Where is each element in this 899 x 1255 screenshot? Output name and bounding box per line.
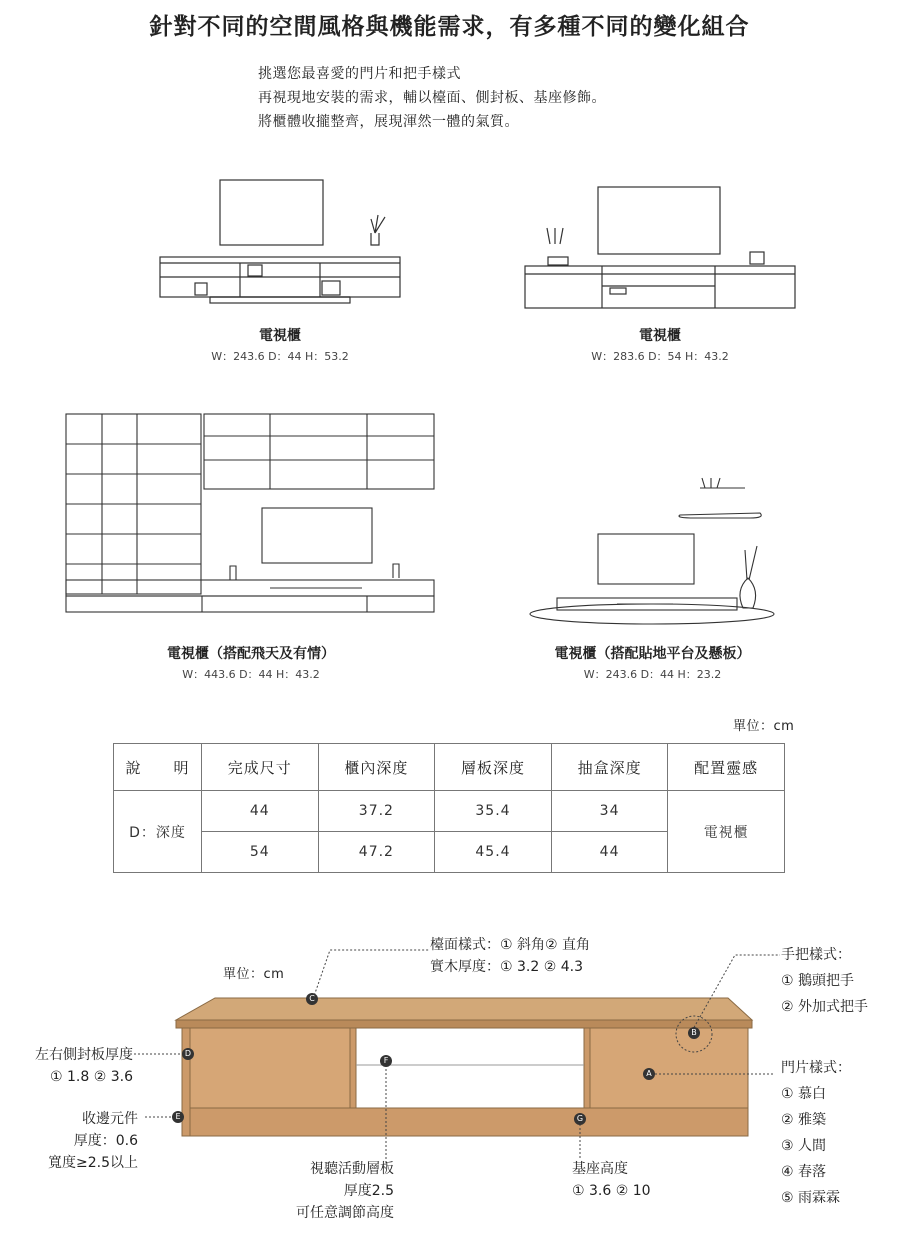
diagram-unit-label: 單位：cm xyxy=(223,967,285,982)
variant-caption-4 xyxy=(525,643,780,682)
page-title: 針對不同的空間風格與機能需求，有多種不同的變化組合 xyxy=(149,14,750,40)
variant-dims: W：443.6 D：44 H：43.2 xyxy=(182,668,320,681)
note-line: ① 3.6 ② 10 xyxy=(572,1183,651,1199)
inspiration-cell: 電視櫃 xyxy=(668,791,785,873)
tv-cabinet-illustration-3 xyxy=(62,410,440,620)
note-line: 厚度2.5 xyxy=(343,1183,394,1199)
variant-name: 電視櫃（搭配貼地平台及懸板） xyxy=(554,646,751,662)
variant-caption-2 xyxy=(520,325,800,364)
door-option: ④ 春落 xyxy=(781,1164,827,1180)
note-line: 實木厚度：① 3.2 ② 4.3 xyxy=(430,959,583,975)
table-cell: 47.2 xyxy=(318,832,435,873)
shelf-note xyxy=(270,1158,394,1224)
edge-trim-note xyxy=(8,1108,138,1174)
marker-c: C xyxy=(306,993,318,1005)
marker-f: F xyxy=(380,1055,392,1067)
table-cell: 35.4 xyxy=(435,791,552,832)
note-line: 厚度：0.6 xyxy=(73,1133,138,1149)
table-cell: 54 xyxy=(202,832,319,873)
marker-e: E xyxy=(172,1111,184,1123)
door-title: 門片樣式： xyxy=(781,1060,851,1076)
tv-cabinet-illustration-2 xyxy=(520,182,800,312)
handle-title: 手把樣式： xyxy=(781,947,851,963)
variant-dims: W：243.6 D：44 H：23.2 xyxy=(583,668,722,681)
table-row xyxy=(114,791,785,832)
intro-line: 將櫃體收攏整齊，展現渾然一體的氣質。 xyxy=(258,114,519,130)
note-line: ① 1.8 ② 3.6 xyxy=(50,1069,133,1085)
door-option: ① 慕白 xyxy=(781,1086,827,1102)
door-option: ⑤ 雨霖霖 xyxy=(781,1190,841,1206)
countertop-note xyxy=(430,934,590,978)
intro-line: 挑選您最喜愛的門片和把手樣式 xyxy=(258,66,461,82)
variant-name: 電視櫃 xyxy=(259,328,301,344)
tv-cabinet-illustration-4 xyxy=(525,468,780,628)
note-line: 基座高度 xyxy=(572,1161,628,1177)
variant-dims: W：243.6 D：44 H：53.2 xyxy=(211,350,349,363)
variant-name: 電視櫃（搭配飛天及有情） xyxy=(167,646,335,662)
table-cell: 44 xyxy=(202,791,319,832)
marker-d: D xyxy=(182,1048,194,1060)
note-line: 視聽活動層板 xyxy=(310,1161,394,1177)
table-header-row xyxy=(114,744,785,791)
table-cell: 37.2 xyxy=(318,791,435,832)
marker-g: G xyxy=(574,1113,586,1125)
handle-option: ② 外加式把手 xyxy=(781,999,869,1015)
spec-table xyxy=(113,743,785,873)
intro-text xyxy=(258,62,606,134)
variant-caption-3 xyxy=(62,643,440,682)
tv-cabinet-illustration-1 xyxy=(150,175,410,320)
col-header: 層板深度 xyxy=(435,744,552,791)
handle-option: ① 鵝頭把手 xyxy=(781,973,855,989)
col-header: 櫃內深度 xyxy=(318,744,435,791)
table-cell: 44 xyxy=(551,832,668,873)
door-options xyxy=(781,1055,851,1211)
handle-options xyxy=(781,942,868,1020)
side-panel-note xyxy=(8,1044,133,1088)
marker-a: A xyxy=(643,1068,655,1080)
col-header: 抽盒深度 xyxy=(551,744,668,791)
marker-b: B xyxy=(688,1027,700,1039)
base-height-note xyxy=(572,1158,651,1202)
col-header: 完成尺寸 xyxy=(202,744,319,791)
row-label: D：深度 xyxy=(114,791,202,873)
col-header: 說 明 xyxy=(114,744,202,791)
note-line: 左右側封板厚度 xyxy=(35,1047,133,1063)
variant-name: 電視櫃 xyxy=(639,328,681,344)
note-line: 檯面樣式：① 斜角② 直角 xyxy=(430,937,591,953)
door-option: ③ 人間 xyxy=(781,1138,827,1154)
table-cell: 45.4 xyxy=(435,832,552,873)
variant-caption-1 xyxy=(150,325,410,364)
col-header: 配置靈感 xyxy=(668,744,785,791)
intro-line: 再視現地安裝的需求，輔以檯面、側封板、基座修飾。 xyxy=(258,90,606,106)
unit-label: 單位：cm xyxy=(733,719,795,734)
note-line: 寬度≥2.5以上 xyxy=(48,1155,138,1171)
door-option: ② 雅築 xyxy=(781,1112,827,1128)
note-line: 收邊元件 xyxy=(82,1111,138,1127)
table-cell: 34 xyxy=(551,791,668,832)
note-line: 可任意調節高度 xyxy=(296,1205,394,1221)
variant-dims: W：283.6 D：54 H：43.2 xyxy=(591,350,729,363)
